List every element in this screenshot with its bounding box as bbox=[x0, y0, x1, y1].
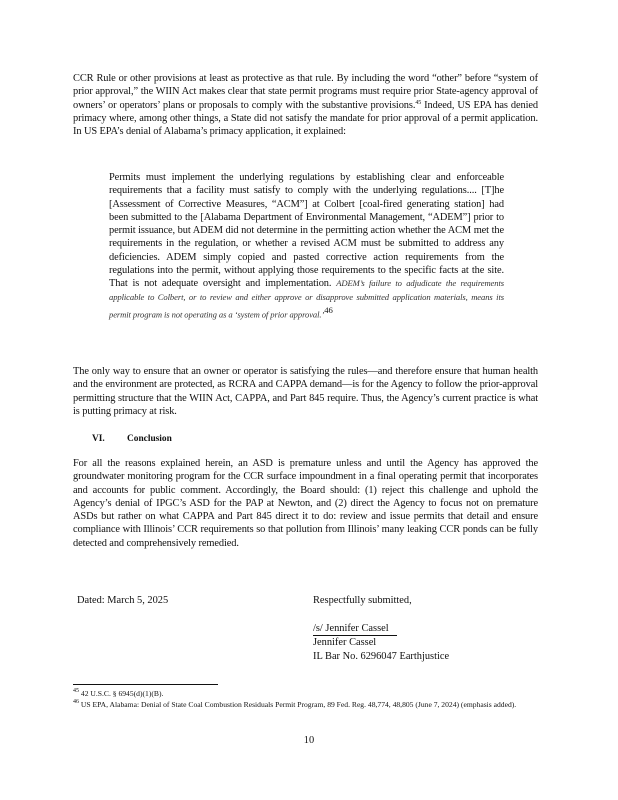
paragraph-text: The only way to ensure that an owner or operator is satisfying the rules—and therefore ensure that human health and the environment are protected, as RCRA and CAPPA demand—is for the Agency to follow the prior-approval permitting structure that the WIIN Act, CAPPA, and Part 845 require. Thus, the Agency’s current practice is what is putting primacy at risk. bbox=[73, 366, 538, 417]
block-quote-text: Permits must implement the underlying regulations by establishing clear and enforceable requirements that a facility must satisfy to comply with the underlying regulations.... [T]he [Assessment of Corrective Measures, “ACM”] at Colbert [coal-fired generating station] had been submitted to the [Alabama Department of Environmental Management, “ADEM”] prior to permit issuance, but ADEM did not determine in the permitting action whether the ACM met the requirements in the regulation, or whether a revised ACM must be submitted to address any deficiencies. ADEM simply copied and pasted corrective action requirements from the regulations into the permit, without applying those requirements to the specific facts at the site. That is not adequate oversight and implementation. bbox=[109, 172, 504, 290]
footnote-number: 45 bbox=[73, 688, 79, 694]
footnote-46 bbox=[73, 700, 523, 711]
footnote-ref-45: 45 bbox=[415, 99, 422, 106]
footnote-text: US EPA, Alabama: Denial of State Coal Combustion Residuals Permit Program, 89 Fed. Reg. 48,774, 48,805 (June 7, 2024) (emphasis added). bbox=[80, 700, 517, 709]
footnote-text: 42 U.S.C. § 6945(d)(1)(B). bbox=[80, 689, 164, 698]
e-signature: /s/ Jennifer Cassel bbox=[313, 622, 397, 636]
section-number: VI. bbox=[92, 434, 105, 444]
footnote-divider bbox=[73, 684, 218, 685]
page-number: 10 bbox=[303, 735, 315, 746]
bar-number: IL Bar No. 6296047 Earthjustice bbox=[313, 651, 450, 662]
paragraph-wiin-act bbox=[73, 72, 538, 138]
footnote-45 bbox=[73, 689, 523, 700]
block-quote-emphasis: ADEM’s failure to adjudicate the requirements applicable to Colbert, or to review and either approve or disapprove submitted application materials, means its permit program is not operating as a ‘system of prior approval.’ bbox=[109, 278, 505, 320]
date-line: Dated: March 5, 2025 bbox=[77, 595, 169, 606]
closing-line: Respectfully submitted, bbox=[313, 595, 412, 606]
section-title: Conclusion bbox=[127, 434, 172, 444]
paragraph-text: For all the reasons explained herein, an ASD is premature unless and until the Agency has approved the groundwater monitoring program for the CCR surface impoundment in a final operating permit that incorporates and accounts for public comment. Accordingly, the Board should: (1) reject this challenge and uphold the Agency’s denial of IPGC’s ASD for the PAP at Newton, and (2) direct the Agency to focus not on premature ASDs but rather on what CAPPA and Part 845 direct it to do: review and issue permits that detail and ensure compliance with Illinois’ CCR requirements so that pollution from Illinois’ many leaking CCR ponds can be fully detected and comprehensively remedied. bbox=[73, 458, 538, 549]
paragraph-text: CCR Rule or other provisions at least as protective as that rule. By including the word “other” before “system of prior approval,” the WIIN Act makes clear that state permit programs must require prior State-agency approval of owners’ or operators’ plans or proposals to comply with the substantive provisions. bbox=[73, 73, 538, 111]
signer-name: Jennifer Cassel bbox=[313, 637, 377, 648]
paragraph-prior-approval bbox=[73, 365, 538, 418]
footnote-number: 46 bbox=[73, 699, 79, 705]
signature-line bbox=[313, 622, 397, 636]
paragraph-conclusion bbox=[73, 457, 538, 550]
section-heading bbox=[92, 434, 172, 444]
footnote-ref-46: 46 bbox=[324, 304, 333, 315]
block-quote bbox=[109, 171, 504, 322]
paragraph-text-continued: Indeed, US EPA has denied primacy where, among other things, a State did not satisfy the mandate for prior approval of a permit application. In US EPA’s denial of Alabama’s primacy application, it explained: bbox=[73, 99, 538, 138]
